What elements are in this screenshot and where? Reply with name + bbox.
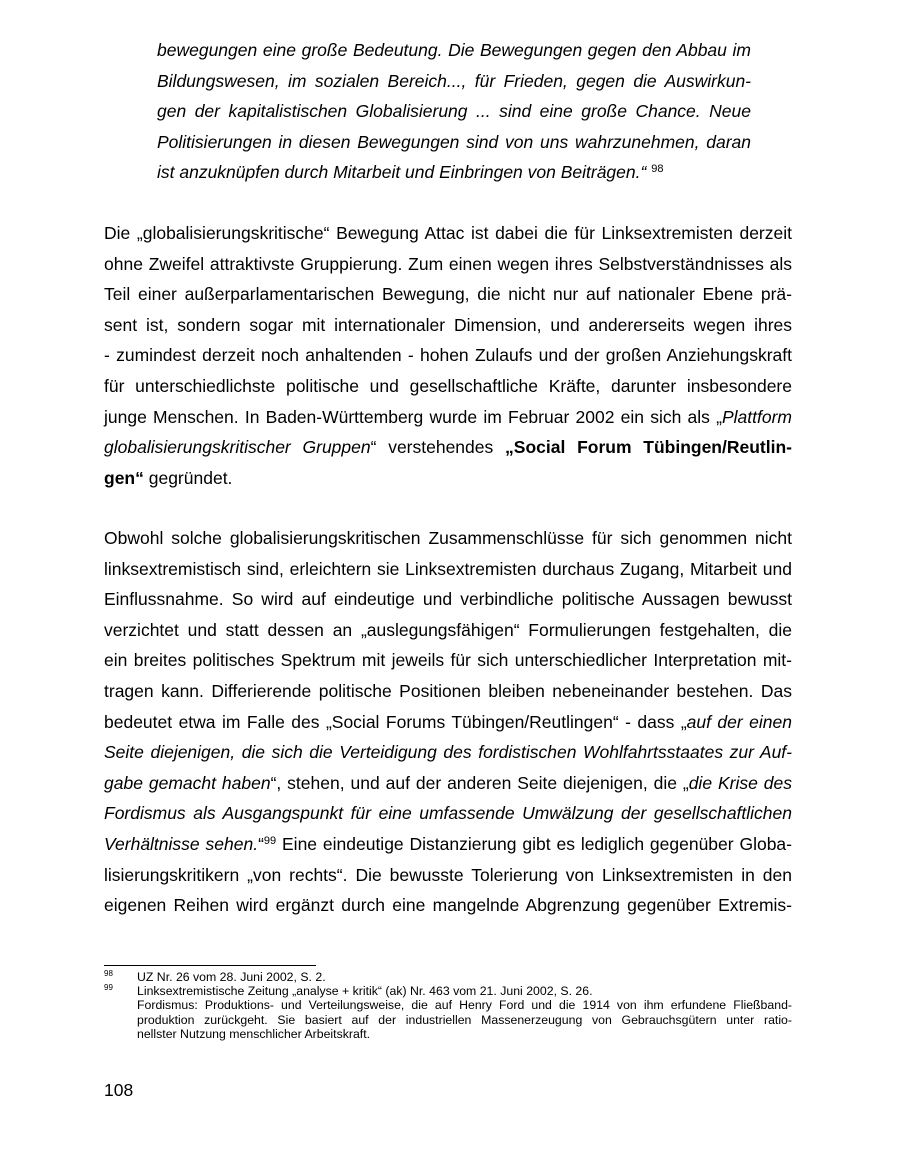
quote-line: bewegungen eine große Bedeutung. Die Bewegungen gegen den Abbau im — [157, 40, 751, 60]
italic-run: gabe gemacht haben — [104, 772, 271, 793]
paragraph-line: Teil einer außerparlamentarischen Bewegung, die nicht nur auf nationaler Ebene prä- — [104, 284, 792, 305]
paragraph-line: ein breites politisches Spektrum mit jeweils für sich unterschiedlicher Interpretation mit- — [104, 650, 792, 671]
text-run: gegründet. — [143, 467, 233, 488]
paragraph-line: sent ist, sondern sogar mit internationaler Dimension, und andererseits wegen ihres — [104, 314, 792, 335]
paragraph-social-forum — [104, 523, 792, 921]
footnote-text: produktion zurückgeht. Sie basiert auf der industriellen Massenerzeugung von Gebrauchsgütern unter ratio- — [137, 1012, 792, 1027]
paragraph-line — [104, 768, 792, 799]
page-number: 108 — [104, 1080, 134, 1100]
text-run: bedeutet etwa im Falle des „Social Forums Tübingen/Reutlingen“ - dass „ — [104, 711, 687, 732]
paragraph-line: linksextremistisch sind, erleichtern sie Linksextremisten durchaus Zugang, Mitarbeit und — [104, 558, 792, 579]
block-quote — [157, 35, 751, 188]
quote-line-text: ist anzuknüpfen durch Mitarbeit und Einbringen von Beiträgen.“ — [157, 162, 647, 183]
paragraph-line: eigenen Reihen wird ergänzt durch eine mangelnde Abgrenzung gegenüber Extremis- — [104, 895, 792, 916]
paragraph-line: ohne Zweifel attraktivste Gruppierung. Zum einen wegen ihres Selbstverständnisses als — [104, 253, 792, 274]
italic-run: Plattform — [721, 406, 792, 427]
italic-run: auf der einen — [686, 711, 792, 732]
text-run: “, stehen, und auf der anderen Seite diejenigen, die „ — [270, 772, 689, 793]
paragraph-line: lisierungskritikern „von rechts“. Die bewusste Tolerierung von Linksextremisten in den — [104, 864, 792, 885]
paragraph-line: Einflussnahme. So wird auf eindeutige und verbindliche politische Aussagen bewusst — [104, 589, 792, 610]
paragraph-line: Obwohl solche globalisierungskritischen Zusammenschlüsse für sich genommen nicht — [104, 528, 792, 548]
paragraph-line — [104, 707, 792, 738]
footnote-ref-99: 99 — [263, 834, 277, 847]
footnote-number: 98 — [104, 969, 113, 978]
bold-run: „Social Forum Tübingen/Reutlin- — [505, 437, 792, 458]
paragraph-line: Fordismus als Ausgangspunkt für eine umfassende Umwälzung der gesellschaftlichen — [104, 803, 792, 824]
bold-run: gen“ — [104, 467, 144, 488]
footnote-text: Fordismus: Produktions- und Verteilungsweise, die auf Henry Ford und die 1914 von ihm erfundene Fließband- — [137, 998, 792, 1013]
footnote-number: 99 — [104, 983, 113, 993]
footnote-ref-98: 98 — [651, 163, 664, 176]
paragraph-line: Die „globalisierungskritische“ Bewegung Attac ist dabei die für Linksextremisten derzeit — [104, 223, 792, 243]
text-run: “ verstehendes — [370, 437, 506, 458]
paragraph-line: für unterschiedlichste politische und gesellschaftliche Kräfte, darunter insbesondere — [104, 375, 792, 396]
italic-run: globalisierungskritischer Gruppen — [104, 437, 371, 458]
quote-line: Bildungswesen, im sozialen Bereich..., für Frieden, gegen die Auswirkun- — [157, 70, 751, 91]
footnote-divider — [104, 965, 316, 966]
paragraph-attac — [104, 218, 792, 493]
paragraph-line: tragen kann. Differierende politische Positionen bleiben nebeneinander bestehen. Das — [104, 680, 792, 701]
footnote-98 — [104, 970, 792, 984]
quote-line-last — [157, 157, 751, 188]
text-run: Eine eindeutige Distanzierung gibt es lediglich gegenüber Globa- — [276, 833, 792, 854]
text-run: junge Menschen. In Baden-Württemberg wurde im Februar 2002 ein sich als „ — [104, 406, 722, 427]
footnote-text: UZ Nr. 26 vom 28. Juni 2002, S. 2. — [137, 970, 326, 984]
text-run: “ — [258, 833, 264, 854]
paragraph-line — [104, 432, 792, 463]
footnotes — [104, 970, 792, 1041]
footnote-text: nellster Nutzung menschlicher Arbeitskraft. — [137, 1026, 371, 1041]
quote-line: Politisierungen in diesen Bewegungen sind von uns wahrzunehmen, daran — [157, 131, 751, 152]
paragraph-line: Seite diejenigen, die sich die Verteidigung des fordistischen Wohlfahrtsstaates zur Auf- — [104, 742, 792, 763]
paragraph-line: verzichtet und statt dessen an „auslegungsfähigen“ Formulierungen festgehalten, die — [104, 619, 792, 640]
italic-run: Verhältnisse sehen. — [104, 833, 259, 854]
paragraph-line — [104, 463, 792, 494]
footnote-text: Linksextremistische Zeitung „analyse + kritik“ (ak) Nr. 463 vom 21. Juni 2002, S. 26. — [137, 984, 593, 999]
footnote-99 — [104, 984, 792, 1041]
italic-run: die Krise des — [688, 772, 792, 793]
quote-line: gen der kapitalistischen Globalisierung ... sind eine große Chance. Neue — [157, 101, 751, 122]
paragraph-line — [104, 829, 792, 860]
paragraph-line: - zumindest derzeit noch anhaltenden - hohen Zulaufs und der großen Anziehungskraft — [104, 345, 792, 366]
paragraph-line — [104, 402, 792, 433]
